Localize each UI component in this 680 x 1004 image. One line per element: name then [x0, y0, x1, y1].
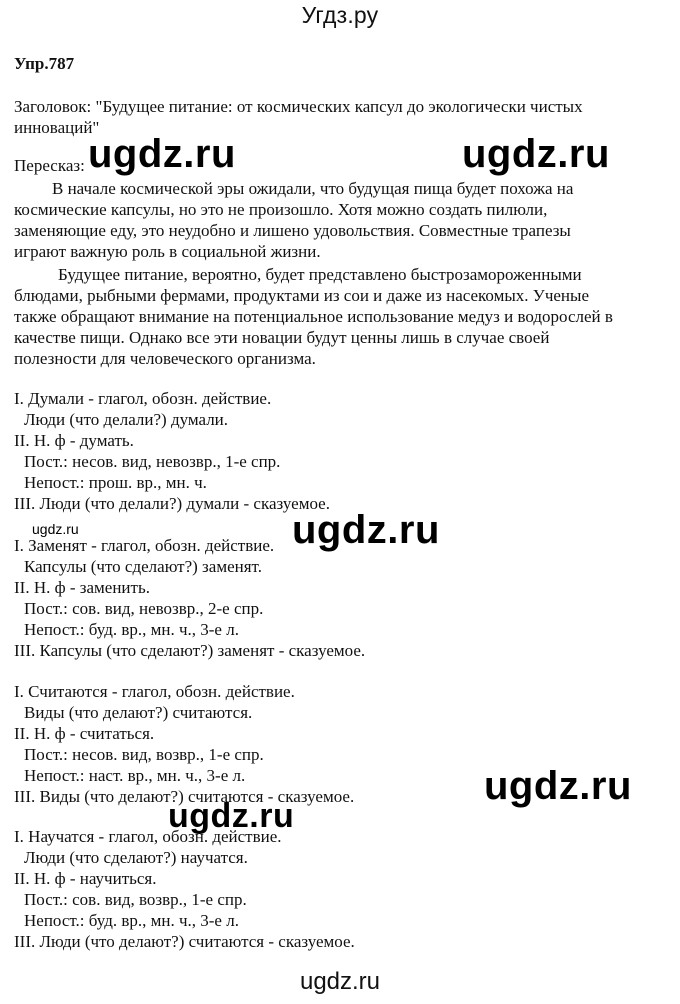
retelling-p2-line: полезности для человеческого организма.: [14, 349, 316, 368]
watermark: ugdz.ru: [168, 797, 295, 835]
analysis-3-line-1: I. Считаются - глагол, обозн. действие.: [14, 682, 295, 701]
retelling-p1-line: космические капсулы, но это не произошло. Хотя можно создать пилюли,: [14, 200, 548, 219]
analysis-1-line-5: Непост.: прош. вр., мн. ч.: [24, 473, 207, 492]
exercise-title: Упр.787: [14, 54, 75, 73]
analysis-3-line-2: Виды (что делают?) считаются.: [24, 703, 253, 722]
watermark-small: ugdz.ru: [32, 521, 79, 537]
analysis-1-line-4: Пост.: несов. вид, невозвр., 1-е спр.: [24, 452, 281, 471]
analysis-4-line-6: III. Люди (что делают?) считаются - сказуемое.: [14, 932, 355, 951]
retelling-p2-line: блюдами, рыбными фермами, продуктами из сои и даже из насекомых. Ученые: [14, 286, 589, 305]
analysis-1-line-6: III. Люди (что делали?) думали - сказуемое.: [14, 494, 330, 513]
watermark: ugdz.ru: [88, 132, 236, 176]
analysis-3-line-4: Пост.: несов. вид, возвр., 1-е спр.: [24, 745, 264, 764]
analysis-4-line-2: Люди (что сделают?) научатся.: [24, 848, 248, 867]
watermark: ugdz.ru: [292, 508, 440, 552]
analysis-2-line-5: Непост.: буд. вр., мн. ч., 3-е л.: [24, 620, 239, 639]
retelling-label: Пересказ:: [14, 156, 85, 175]
analysis-4-line-3: II. Н. ф - научиться.: [14, 869, 157, 888]
analysis-4-line-1: I. Научатся - глагол, обозн. действие.: [14, 827, 282, 846]
analysis-1-line-1: I. Думали - глагол, обозн. действие.: [14, 389, 272, 408]
heading-label-line-1: Заголовок: "Будущее питание: от космических капсул до экологически чистых: [14, 97, 583, 116]
analysis-3-line-6: III. Виды (что делают?) считаются - сказуемое.: [14, 787, 355, 806]
retelling-p1-line: В начале космической эры ожидали, что будущая пища будет похожа на: [52, 179, 574, 198]
heading-label-line-2: инноваций": [14, 118, 100, 137]
retelling-p2-line: Будущее питание, вероятно, будет представлено быстрозамороженными: [58, 265, 582, 284]
analysis-2-line-2: Капсулы (что сделают?) заменят.: [24, 557, 262, 576]
analysis-2-line-1: I. Заменят - глагол, обозн. действие.: [14, 536, 275, 555]
analysis-4-line-5: Непост.: буд. вр., мн. ч., 3-е л.: [24, 911, 239, 930]
analysis-2-line-6: III. Капсулы (что сделают?) заменят - сказуемое.: [14, 641, 366, 660]
site-header: Угдз.ру: [301, 2, 379, 28]
watermark: ugdz.ru: [462, 132, 610, 176]
analysis-2-line-4: Пост.: сов. вид, невозвр., 2-е спр.: [24, 599, 264, 618]
analysis-4-line-4: Пост.: сов. вид, возвр., 1-е спр.: [24, 890, 247, 909]
site-footer: ugdz.ru: [299, 968, 381, 995]
retelling-p2-line: качестве пищи. Однако все эти новации будут ценны лишь в случае своей: [14, 328, 550, 347]
analysis-2-line-3: II. Н. ф - заменить.: [14, 578, 150, 597]
analysis-3-line-5: Непост.: наст. вр., мн. ч., 3-е л.: [24, 766, 246, 785]
analysis-1-line-2: Люди (что делали?) думали.: [24, 410, 229, 429]
retelling-p1-line: заменяющие еду, это неудобно и лишено удовольствия. Совместные трапезы: [14, 221, 571, 240]
analysis-3-line-3: II. Н. ф - считаться.: [14, 724, 155, 743]
retelling-p2-line: также обращают внимание на потенциальное использование медуз и водорослей в: [14, 307, 613, 326]
watermark: ugdz.ru: [484, 764, 632, 808]
analysis-1-line-3: II. Н. ф - думать.: [14, 431, 134, 450]
retelling-p1-line: играют важную роль в социальной жизни.: [14, 242, 321, 261]
